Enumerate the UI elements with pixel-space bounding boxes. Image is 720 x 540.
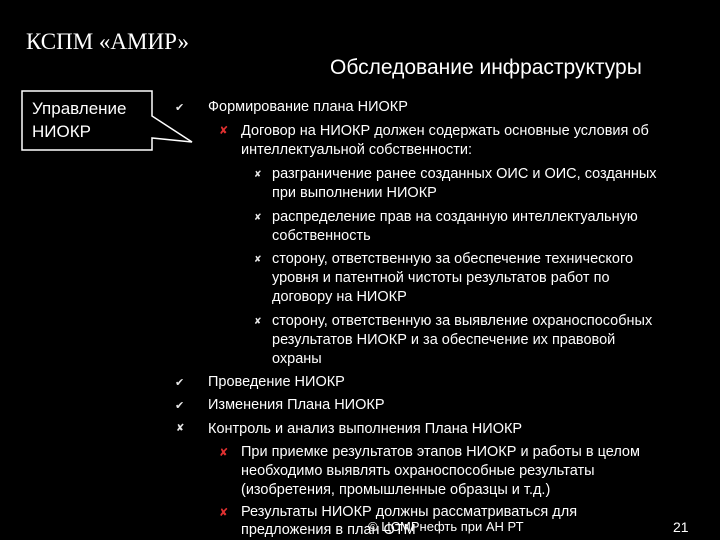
- cross-icon: ✘: [254, 316, 262, 326]
- cross-icon: ✘: [176, 423, 185, 434]
- bullet-item-5-line-1: сторону, ответственную за обеспечение технического: [272, 251, 634, 267]
- check-icon: ✔: [175, 102, 185, 114]
- check-icon: ✔: [175, 400, 185, 412]
- callout-line-1: Управление: [32, 99, 127, 118]
- bullet-item-10-line-3: (изобретения, промышленные образцы и т.д.): [241, 482, 551, 498]
- cross-icon: ✘: [219, 447, 229, 459]
- check-icon: ✔: [175, 377, 185, 389]
- bullet-item-3-line-1: разграничение ранее созданных ОИС и ОИС, созданных: [272, 166, 657, 182]
- bullet-item-1: Формирование плана НИОКР: [208, 99, 408, 115]
- bullet-item-5-line-3: договору на НИОКР: [272, 289, 407, 305]
- bullet-item-10-line-2: необходимо выявлять охраноспособные результаты: [241, 463, 595, 479]
- bullet-item-2-line-2: интеллектуальной собственности:: [241, 142, 473, 158]
- cross-icon: ✘: [254, 169, 262, 179]
- bullet-item-7: Проведение НИОКР: [208, 374, 345, 390]
- callout-line-2: НИОКР: [32, 122, 91, 141]
- bullet-item-2-line-1: Договор на НИОКР должен содержать основные условия об: [241, 123, 649, 139]
- slide-title: Обследование инфраструктуры: [330, 56, 642, 79]
- page-number: 21: [673, 519, 689, 535]
- bullet-item-6-line-1: сторону, ответственную за выявление охраноспособных: [272, 313, 653, 329]
- footer-copyright: © ЦСМРнефть при АН РТ: [368, 519, 524, 534]
- bullet-item-11-line-2: предложения в план ОТМ: [241, 522, 416, 538]
- cross-icon: ✘: [219, 125, 229, 137]
- cross-icon: ✘: [254, 254, 262, 264]
- cross-icon: ✘: [254, 212, 262, 222]
- organization-name: КСПМ «АМИР»: [26, 29, 189, 54]
- bullet-item-5-line-2: уровня и патентной чистоты результатов работ по: [272, 270, 610, 286]
- bullet-item-3-line-2: при выполнении НИОКР: [272, 185, 437, 201]
- bullet-item-10-line-1: При приемке результатов этапов НИОКР и работы в целом: [241, 444, 640, 460]
- bullet-item-8: Изменения Плана НИОКР: [208, 397, 385, 413]
- bullet-item-6-line-2: результатов НИОКР и за обеспечение их правовой: [272, 332, 616, 348]
- bullet-item-6-line-3: охраны: [272, 351, 322, 367]
- bullet-item-4-line-1: распределение прав на созданную интеллектуальную: [272, 209, 638, 225]
- bullet-item-4-line-2: собственность: [272, 228, 371, 244]
- cross-icon: ✘: [219, 507, 229, 519]
- bullet-item-9: Контроль и анализ выполнения Плана НИОКР: [208, 421, 523, 437]
- bullet-item-11-line-1: Результаты НИОКР должны рассматриваться для: [241, 504, 578, 520]
